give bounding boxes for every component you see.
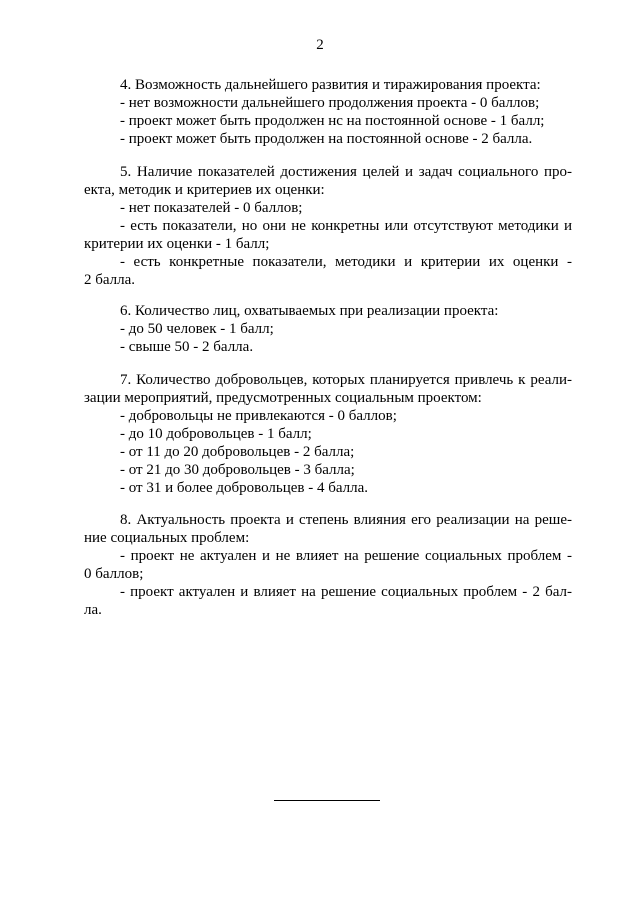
closing-divider bbox=[274, 800, 380, 801]
criterion-5-option-1-line1: - есть показатели, но они не конкретны или отсутствуют методики и bbox=[120, 218, 572, 234]
criterion-8-heading-line1: 8. Актуальность проекта и степень влияния его реализации на реше- bbox=[120, 512, 572, 528]
criterion-7-section bbox=[84, 371, 572, 497]
criterion-8-option-1-line2: ла. bbox=[84, 602, 102, 618]
criterion-8-heading-line2: ние социальных проблем: bbox=[84, 530, 250, 546]
criterion-5-heading-line2: екта, методик и критериев их оценки: bbox=[84, 182, 325, 198]
criterion-6-option-1: - свыше 50 - 2 балла. bbox=[120, 339, 254, 355]
criterion-7-option-2: - от 11 до 20 добровольцев - 2 балла; bbox=[120, 444, 355, 460]
criterion-7-option-4: - от 31 и более добровольцев - 4 балла. bbox=[120, 480, 369, 496]
criterion-4-option-0: - нет возможности дальнейшего продолжения проекта - 0 баллов; bbox=[120, 95, 540, 111]
criterion-8-section bbox=[84, 511, 572, 619]
criterion-7-heading-line1: 7. Количество добровольцев, которых планируется привлечь к реали- bbox=[120, 372, 572, 388]
criterion-7-option-3: - от 21 до 30 добровольцев - 3 балла; bbox=[120, 462, 355, 478]
criterion-6-section bbox=[84, 302, 572, 356]
criterion-4-section bbox=[84, 76, 572, 148]
criterion-5-option-1-line2: критерии их оценки - 1 балл; bbox=[84, 236, 270, 252]
criterion-4-heading: 4. Возможность дальнейшего развития и тиражирования проекта: bbox=[120, 77, 541, 93]
criterion-5-heading-line1: 5. Наличие показателей достижения целей и задач социального про- bbox=[120, 164, 572, 180]
criterion-8-option-1-line1: - проект актуален и влияет на решение социальных проблем - 2 бал- bbox=[120, 584, 572, 600]
page-number: 2 bbox=[316, 37, 324, 53]
criterion-5-section bbox=[84, 163, 572, 289]
criterion-7-option-0: - добровольцы не привлекаются - 0 баллов; bbox=[120, 408, 397, 424]
criterion-8-option-0-line1: - проект не актуален и не влияет на решение социальных проблем - bbox=[120, 548, 572, 564]
criterion-5-option-2-line1: - есть конкретные показатели, методики и критерии их оценки - bbox=[120, 254, 572, 270]
criterion-5-option-2-line2: 2 балла. bbox=[84, 272, 136, 288]
criterion-7-heading-line2: зации мероприятий, предусмотренных социальным проектом: bbox=[84, 390, 482, 406]
criterion-7-option-1: - до 10 добровольцев - 1 балл; bbox=[120, 426, 312, 442]
criterion-6-heading: 6. Количество лиц, охватываемых при реализации проекта: bbox=[120, 303, 499, 319]
criterion-6-option-0: - до 50 человек - 1 балл; bbox=[120, 321, 274, 337]
criterion-5-option-0: - нет показателей - 0 баллов; bbox=[120, 200, 303, 216]
criterion-4-option-2: - проект может быть продолжен на постоянной основе - 2 балла. bbox=[120, 131, 533, 147]
criterion-8-option-0-line2: 0 баллов; bbox=[84, 566, 144, 582]
criterion-4-option-1: - проект может быть продолжен нс на постоянной основе - 1 балл; bbox=[120, 113, 545, 129]
